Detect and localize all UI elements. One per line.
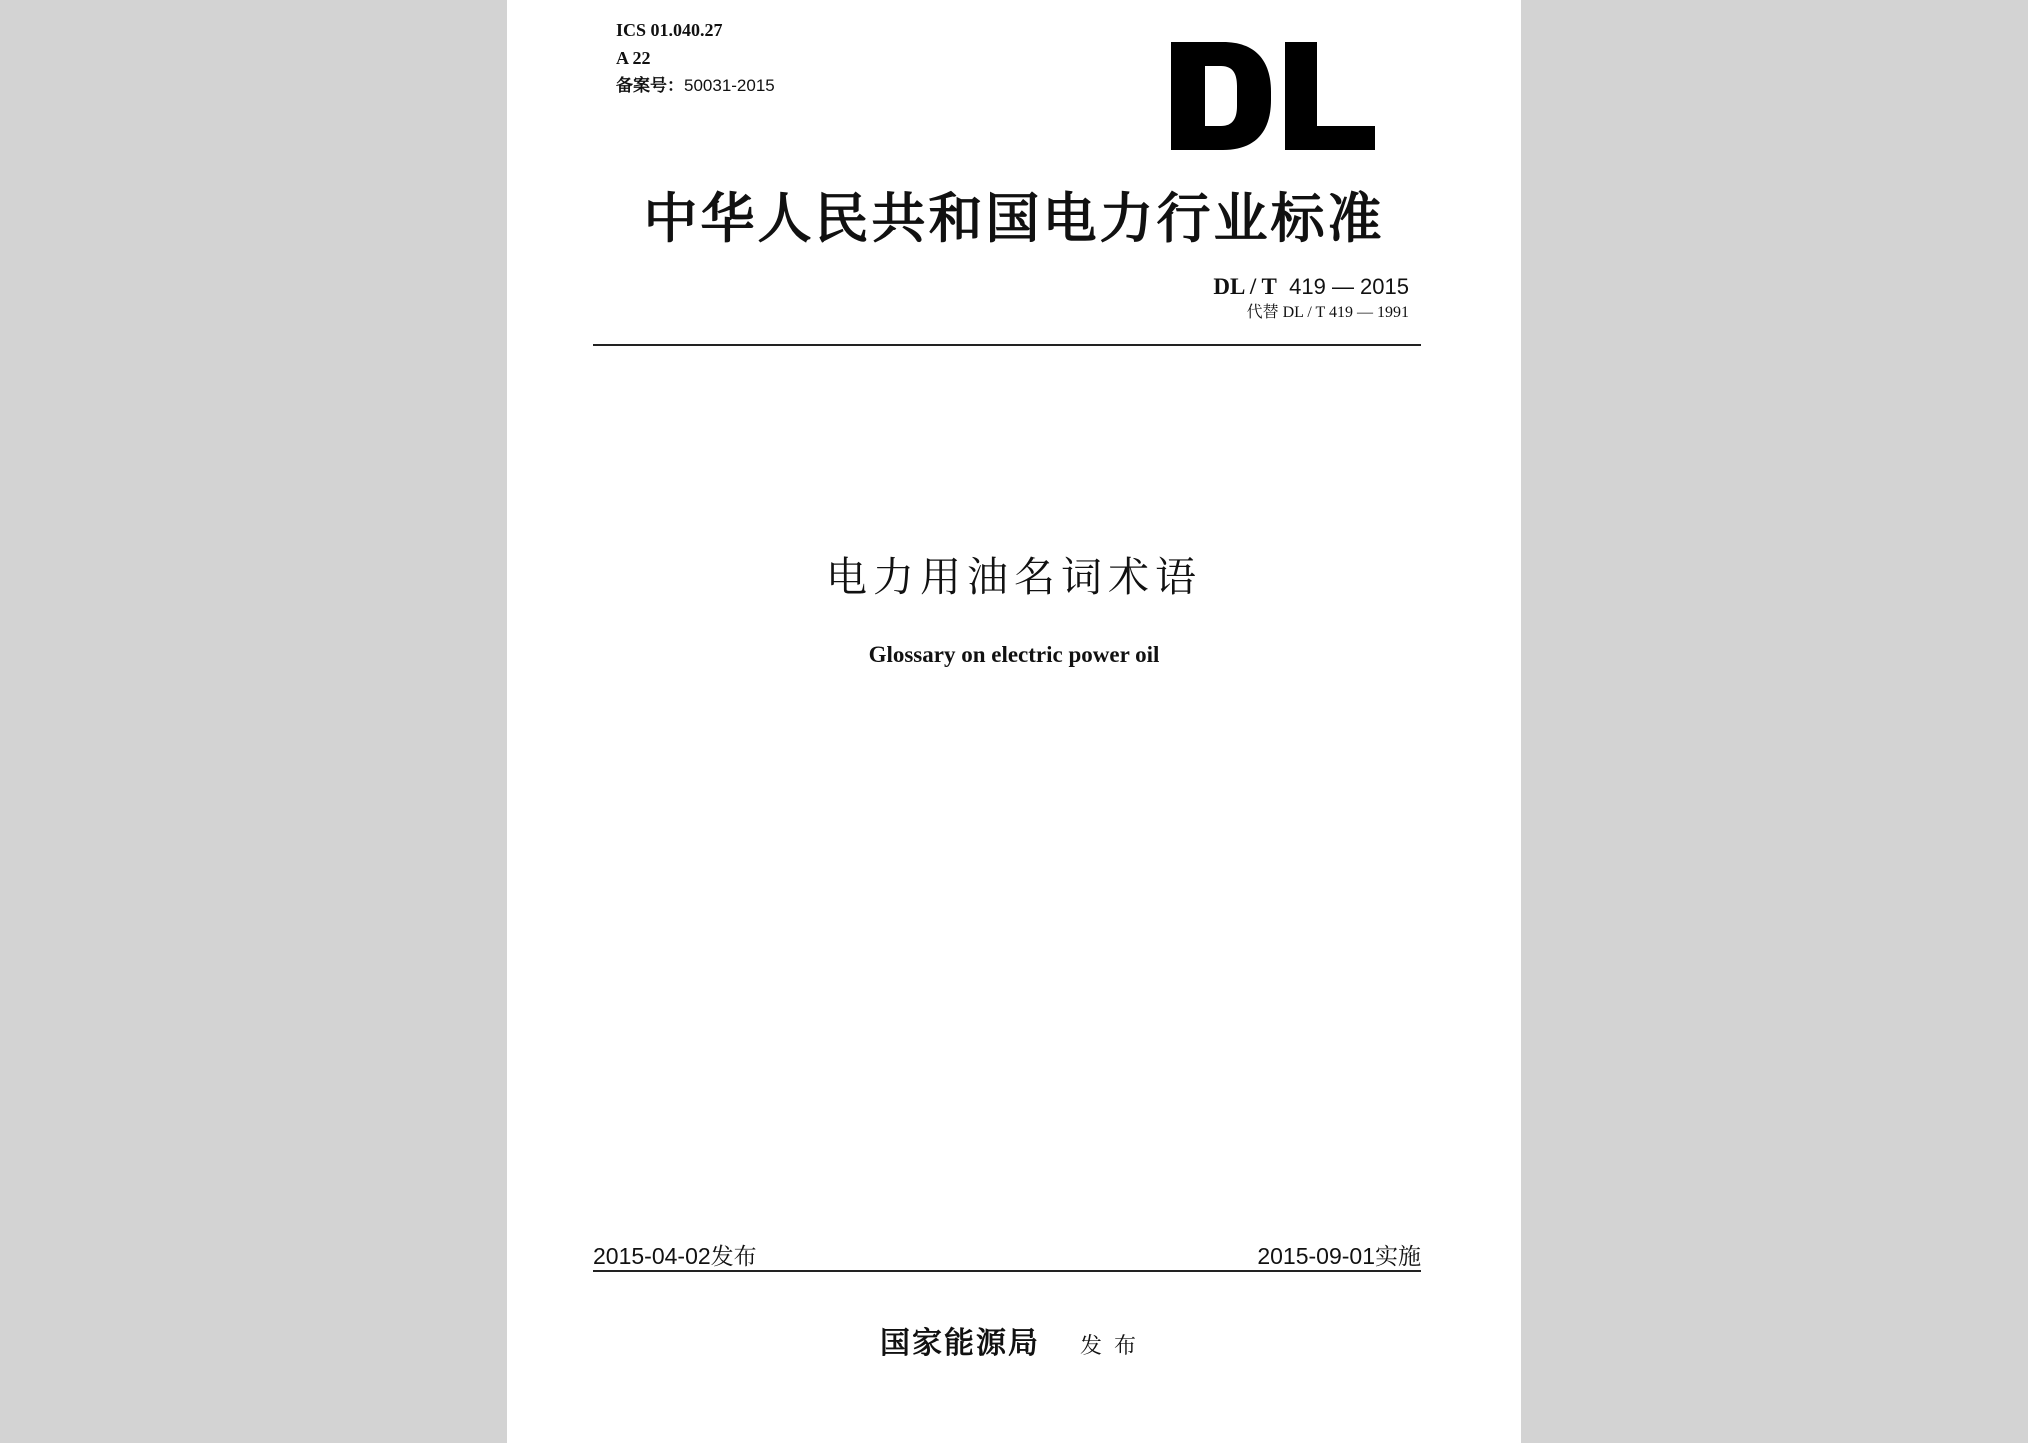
standard-prefix: DL / T (1213, 274, 1277, 299)
header-divider (593, 344, 1421, 346)
record-number (616, 72, 775, 100)
standard-number: 419 — 2015 (1289, 274, 1409, 299)
issuer-line (507, 1318, 1521, 1362)
ics-code: ICS 01.040.27 (616, 20, 723, 40)
header-meta (616, 16, 775, 100)
document-page (507, 0, 1521, 1443)
issuing-organization: 国家能源局 (879, 1326, 1040, 1361)
footer-divider (593, 1270, 1421, 1272)
replaces-standard: 代替 DL / T 419 — 1991 (1246, 304, 1409, 321)
dl-logo (1171, 42, 1375, 150)
standard-code-block (1213, 272, 1409, 324)
record-value: 50031-2015 (684, 76, 775, 95)
record-label: 备案号： (616, 76, 684, 96)
date-row (593, 1238, 1421, 1268)
document-title-chinese: 电力用油名词术语 (826, 553, 1202, 601)
industry-standard-title: 中华人民共和国电力行业标准 (643, 187, 1385, 250)
dl-logo-letter-l (1285, 42, 1375, 150)
publish-date: 2015-04-02发布 (593, 1243, 757, 1269)
document-title-english: Glossary on electric power oil (868, 642, 1160, 667)
issue-action: 发布 (1079, 1334, 1148, 1359)
classification-code: A 22 (616, 48, 651, 68)
implementation-date: 2015-09-01实施 (1257, 1243, 1421, 1269)
standard-code (1213, 272, 1409, 302)
dl-logo-letter-d (1171, 42, 1271, 150)
